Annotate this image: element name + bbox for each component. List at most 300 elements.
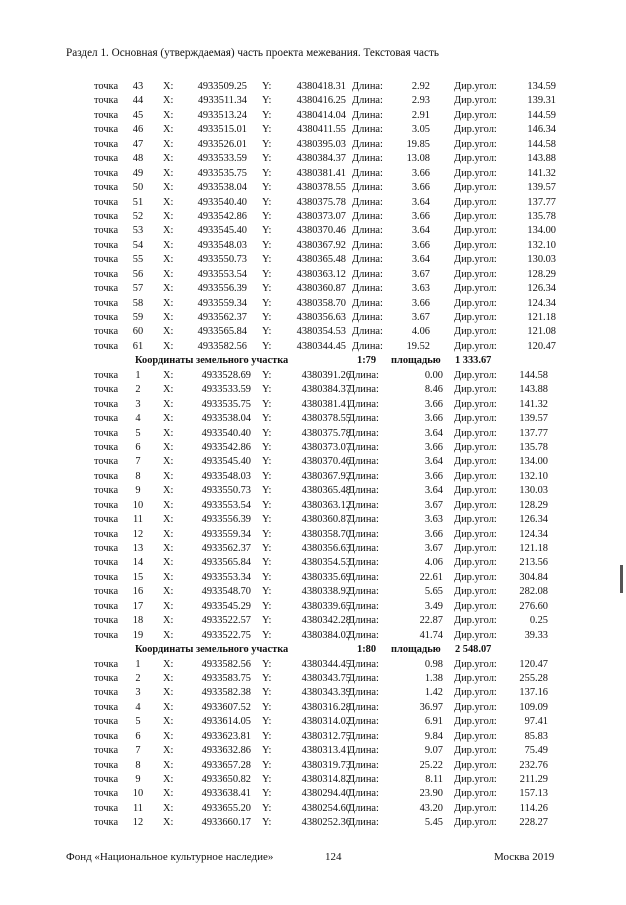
- dir-angle-value: 282.08: [519, 586, 548, 598]
- parcel-number: 1:80: [357, 644, 377, 656]
- y-coordinate: 4380335.69: [301, 571, 351, 583]
- dir-angle-label: Дир.угол:: [454, 788, 497, 800]
- dir-angle-label: Дир.угол:: [454, 687, 497, 699]
- x-coordinate: 4933550.73: [201, 485, 251, 497]
- point-number: 6: [135, 441, 141, 453]
- dir-angle-value: 109.09: [519, 701, 548, 713]
- table-row: [0, 542, 626, 556]
- dir-angle-label: Дир.угол:: [454, 802, 497, 814]
- length-label: Длина:: [352, 340, 383, 352]
- dir-angle-label: Дир.угол:: [454, 499, 497, 511]
- length-label: Длина:: [348, 528, 379, 540]
- length-value: 5.65: [424, 586, 443, 598]
- x-label: X:: [163, 326, 174, 338]
- dir-angle-value: 144.59: [527, 109, 556, 121]
- length-label: Длина:: [348, 600, 379, 612]
- x-label: X:: [163, 283, 174, 295]
- dir-angle-label: Дир.угол:: [454, 441, 497, 453]
- length-label: Длина:: [348, 470, 379, 482]
- point-label: точка: [94, 254, 119, 266]
- x-label: X:: [163, 441, 174, 453]
- length-label: Длина:: [352, 138, 383, 150]
- length-value: 13.08: [406, 153, 430, 165]
- dir-angle-value: 130.03: [527, 254, 556, 266]
- x-label: X:: [163, 239, 174, 251]
- point-label: точка: [94, 802, 119, 814]
- x-coordinate: 4933632.86: [201, 745, 251, 757]
- x-label: X:: [163, 759, 174, 771]
- point-label: точка: [94, 672, 119, 684]
- dir-angle-value: 144.58: [519, 369, 548, 381]
- y-label: Y:: [262, 153, 272, 165]
- length-value: 4.06: [424, 557, 443, 569]
- y-coordinate: 4380360.87: [296, 283, 346, 295]
- table-row: [0, 340, 626, 354]
- point-number: 10: [132, 499, 144, 511]
- dir-angle-value: 211.29: [519, 774, 548, 785]
- x-label: X:: [163, 615, 174, 627]
- dir-angle-label: Дир.угол:: [454, 153, 497, 165]
- length-label: Длина:: [348, 557, 379, 569]
- point-label: точка: [94, 109, 119, 121]
- y-coordinate: 4380373.07: [301, 441, 351, 453]
- length-label: Длина:: [348, 730, 379, 742]
- x-label: X:: [163, 312, 174, 323]
- point-label: точка: [94, 499, 119, 511]
- dir-angle-label: Дир.угол:: [454, 759, 497, 771]
- dir-angle-label: Дир.угол:: [454, 456, 497, 468]
- point-label: точка: [94, 759, 119, 771]
- point-number: 58: [132, 297, 144, 309]
- x-label: X:: [163, 701, 174, 713]
- point-number: 61: [132, 340, 144, 352]
- dir-angle-value: 97.41: [524, 716, 548, 728]
- y-coordinate: 4380365.48: [296, 254, 346, 266]
- length-value: 4.06: [411, 326, 430, 338]
- x-coordinate: 4933535.75: [201, 398, 251, 410]
- length-label: Длина:: [352, 182, 383, 194]
- x-label: X:: [163, 109, 174, 121]
- length-value: 0.98: [424, 658, 443, 670]
- length-value: 3.66: [411, 239, 430, 251]
- length-label: Длина:: [348, 716, 379, 728]
- length-value: 3.66: [411, 182, 430, 194]
- length-label: Длина:: [348, 514, 379, 526]
- table-row: [0, 802, 626, 816]
- point-number: 16: [132, 586, 144, 598]
- dir-angle-value: 134.00: [527, 225, 556, 237]
- length-value: 3.66: [411, 167, 430, 179]
- point-label: точка: [94, 369, 119, 381]
- y-coordinate: 4380358.70: [301, 528, 351, 540]
- dir-angle-label: Дир.угол:: [454, 340, 497, 352]
- length-label: Длина:: [352, 283, 383, 295]
- x-coordinate: 4933583.75: [201, 672, 251, 684]
- x-coordinate: 4933540.40: [197, 196, 247, 208]
- y-label: Y:: [262, 268, 272, 280]
- dir-angle-label: Дир.угол:: [454, 413, 497, 425]
- dir-angle-value: 121.18: [527, 312, 556, 323]
- y-coordinate: 4380367.92: [296, 239, 346, 251]
- length-value: 2.91: [411, 109, 430, 121]
- dir-angle-value: 139.57: [519, 413, 548, 425]
- table-row: [0, 701, 626, 715]
- dir-angle-label: Дир.угол:: [454, 629, 497, 641]
- y-coordinate: 4380343.75: [301, 672, 351, 684]
- dir-angle-value: 128.29: [527, 268, 556, 280]
- length-value: 23.90: [419, 788, 443, 800]
- dir-angle-label: Дир.угол:: [454, 268, 497, 280]
- y-coordinate: 4380343.39: [301, 687, 351, 699]
- table-row: [0, 167, 626, 181]
- point-label: точка: [94, 788, 119, 800]
- scan-edge-mark: [620, 565, 623, 593]
- length-label: Длина:: [348, 499, 379, 511]
- y-coordinate: 4380384.37: [301, 384, 351, 396]
- y-label: Y:: [262, 210, 272, 222]
- dir-angle-label: Дир.угол:: [454, 109, 497, 121]
- length-value: 3.63: [424, 514, 443, 526]
- x-coordinate: 4933515.01: [197, 124, 247, 136]
- y-coordinate: 4380378.55: [301, 413, 351, 425]
- y-coordinate: 4380319.73: [301, 759, 351, 771]
- dir-angle-value: 137.77: [527, 196, 556, 208]
- point-label: точка: [94, 153, 119, 165]
- point-number: 11: [132, 514, 143, 526]
- point-number: 13: [132, 543, 144, 554]
- dir-angle-label: Дир.угол:: [454, 369, 497, 381]
- length-value: 3.64: [411, 254, 430, 266]
- dir-angle-label: Дир.угол:: [454, 600, 497, 612]
- table-row: [0, 196, 626, 210]
- x-coordinate: 4933556.39: [197, 283, 247, 295]
- y-label: Y:: [262, 629, 272, 641]
- point-label: точка: [94, 543, 119, 554]
- x-label: X:: [163, 95, 174, 107]
- point-label: точка: [94, 600, 119, 612]
- x-coordinate: 4933556.39: [201, 514, 251, 526]
- dir-angle-value: 135.78: [519, 441, 548, 453]
- y-label: Y:: [262, 340, 272, 352]
- point-number: 10: [132, 788, 144, 800]
- point-label: точка: [94, 384, 119, 396]
- y-label: Y:: [262, 283, 272, 295]
- length-value: 43.20: [419, 802, 443, 814]
- y-coordinate: 4380411.55: [297, 124, 346, 136]
- y-coordinate: 4380363.12: [301, 499, 351, 511]
- dir-angle-label: Дир.угол:: [454, 326, 497, 338]
- y-label: Y:: [262, 788, 272, 800]
- dir-angle-label: Дир.угол:: [454, 528, 497, 540]
- x-coordinate: 4933553.54: [201, 499, 251, 511]
- point-label: точка: [94, 629, 119, 641]
- x-label: X:: [163, 81, 174, 92]
- x-coordinate: 4933565.84: [197, 326, 247, 338]
- x-coordinate: 4933657.28: [201, 759, 251, 771]
- table-row: [0, 658, 626, 672]
- point-number: 53: [132, 225, 144, 237]
- y-coordinate: 4380314.82: [301, 774, 351, 785]
- point-number: 9: [135, 485, 141, 497]
- point-label: точка: [94, 398, 119, 410]
- table-row: [0, 297, 626, 311]
- table-row: [0, 629, 626, 643]
- length-value: 22.61: [419, 571, 443, 583]
- length-value: 3.66: [411, 210, 430, 222]
- dir-angle-label: Дир.угол:: [454, 745, 497, 757]
- y-coordinate: 4380252.36: [301, 817, 351, 829]
- point-label: точка: [94, 774, 119, 785]
- length-label: Длина:: [348, 802, 379, 814]
- y-label: Y:: [262, 701, 272, 713]
- y-label: Y:: [262, 615, 272, 627]
- length-label: Длина:: [348, 441, 379, 453]
- x-label: X:: [163, 398, 174, 410]
- x-label: X:: [163, 384, 174, 396]
- length-value: 19.52: [406, 340, 430, 352]
- point-number: 59: [132, 312, 144, 323]
- length-label: Длина:: [348, 456, 379, 468]
- table-row: [0, 325, 626, 339]
- dir-angle-label: Дир.угол:: [454, 470, 497, 482]
- dir-angle-label: Дир.угол:: [454, 254, 497, 266]
- x-coordinate: 4933545.40: [197, 225, 247, 237]
- dir-angle-value: 304.84: [519, 571, 548, 583]
- point-number: 11: [132, 802, 143, 814]
- length-value: 36.97: [419, 701, 443, 713]
- section-title: Координаты земельного участка: [135, 355, 289, 367]
- point-label: точка: [94, 745, 119, 757]
- length-value: 3.49: [424, 600, 443, 612]
- length-value: 3.67: [411, 268, 430, 280]
- length-value: 3.67: [424, 543, 443, 554]
- length-value: 3.64: [424, 427, 443, 439]
- section-header: [0, 354, 626, 368]
- y-label: Y:: [262, 586, 272, 598]
- dir-angle-label: Дир.угол:: [454, 701, 497, 713]
- length-label: Длина:: [352, 81, 383, 92]
- y-coordinate: 4380344.45: [301, 658, 351, 670]
- point-number: 51: [132, 196, 144, 208]
- point-number: 12: [132, 528, 144, 540]
- dir-angle-value: 134.59: [527, 81, 556, 92]
- dir-angle-label: Дир.угол:: [454, 124, 497, 136]
- x-coordinate: 4933545.29: [201, 600, 251, 612]
- point-label: точка: [94, 297, 119, 309]
- length-value: 3.64: [411, 196, 430, 208]
- dir-angle-value: 124.34: [527, 297, 556, 309]
- dir-angle-label: Дир.угол:: [454, 427, 497, 439]
- length-label: Длина:: [352, 167, 383, 179]
- dir-angle-label: Дир.угол:: [454, 730, 497, 742]
- dir-angle-label: Дир.угол:: [454, 514, 497, 526]
- x-label: X:: [163, 427, 174, 439]
- point-number: 1: [135, 369, 141, 381]
- y-label: Y:: [262, 658, 272, 670]
- point-label: точка: [94, 571, 119, 583]
- length-label: Длина:: [352, 109, 383, 121]
- point-label: точка: [94, 167, 119, 179]
- point-label: точка: [94, 615, 119, 627]
- area-label: площадью: [391, 644, 441, 656]
- length-value: 3.64: [424, 485, 443, 497]
- x-coordinate: 4933623.81: [201, 730, 251, 742]
- point-number: 46: [132, 124, 144, 136]
- dir-angle-value: 144.58: [527, 138, 556, 150]
- x-label: X:: [163, 210, 174, 222]
- length-value: 8.11: [425, 774, 443, 785]
- point-label: точка: [94, 441, 119, 453]
- y-label: Y:: [262, 774, 272, 785]
- point-number: 5: [135, 716, 141, 728]
- x-label: X:: [163, 124, 174, 136]
- dir-angle-value: 121.18: [519, 543, 548, 554]
- point-number: 14: [132, 557, 144, 569]
- y-label: Y:: [262, 528, 272, 540]
- dir-angle-label: Дир.угол:: [454, 297, 497, 309]
- section-header: [0, 643, 626, 657]
- table-row: [0, 816, 626, 830]
- y-coordinate: 4380391.26: [301, 369, 351, 381]
- dir-angle-value: 143.88: [519, 384, 548, 396]
- point-label: точка: [94, 268, 119, 280]
- y-coordinate: 4380344.45: [296, 340, 346, 352]
- x-coordinate: 4933650.82: [201, 774, 251, 785]
- point-number: 18: [132, 615, 144, 627]
- table-row: [0, 94, 626, 108]
- x-coordinate: 4933538.04: [197, 182, 247, 194]
- y-label: Y:: [262, 384, 272, 396]
- y-coordinate: 4380365.48: [301, 485, 351, 497]
- length-value: 41.74: [419, 629, 443, 641]
- length-value: 1.42: [424, 687, 443, 699]
- dir-angle-label: Дир.угол:: [454, 716, 497, 728]
- table-row: [0, 427, 626, 441]
- y-label: Y:: [262, 297, 272, 309]
- dir-angle-value: 139.31: [527, 95, 556, 107]
- dir-angle-value: 137.77: [519, 427, 548, 439]
- length-label: Длина:: [352, 153, 383, 165]
- area-label: площадью: [391, 355, 441, 367]
- length-label: Длина:: [352, 312, 383, 323]
- point-number: 57: [132, 283, 144, 295]
- point-label: точка: [94, 138, 119, 150]
- dir-angle-value: 135.78: [527, 210, 556, 222]
- point-label: точка: [94, 427, 119, 439]
- length-value: 25.22: [419, 759, 443, 771]
- dir-angle-label: Дир.угол:: [454, 485, 497, 497]
- y-coordinate: 4380356.63: [301, 543, 351, 554]
- table-row: [0, 787, 626, 801]
- table-row: [0, 383, 626, 397]
- point-label: точка: [94, 817, 119, 829]
- x-coordinate: 4933565.84: [201, 557, 251, 569]
- point-label: точка: [94, 196, 119, 208]
- parcel-number: 1:79: [357, 355, 377, 367]
- dir-angle-label: Дир.угол:: [454, 586, 497, 598]
- length-value: 3.67: [411, 312, 430, 323]
- length-label: Длина:: [348, 817, 379, 829]
- x-coordinate: 4933545.40: [201, 456, 251, 468]
- x-label: X:: [163, 138, 174, 150]
- y-coordinate: 4380254.60: [301, 802, 351, 814]
- point-number: 8: [135, 759, 141, 771]
- dir-angle-value: 213.56: [519, 557, 548, 569]
- y-label: Y:: [262, 687, 272, 699]
- dir-angle-value: 276.60: [519, 600, 548, 612]
- dir-angle-value: 114.26: [519, 802, 548, 814]
- x-coordinate: 4933538.04: [201, 413, 251, 425]
- point-number: 6: [135, 730, 141, 742]
- table-row: [0, 571, 626, 585]
- y-coordinate: 4380312.75: [301, 730, 351, 742]
- table-row: [0, 152, 626, 166]
- point-number: 5: [135, 427, 141, 439]
- y-coordinate: 4380367.92: [301, 470, 351, 482]
- point-number: 44: [132, 95, 144, 107]
- point-label: точка: [94, 95, 119, 107]
- table-row: [0, 80, 626, 94]
- point-number: 45: [132, 109, 144, 121]
- y-coordinate: 4380373.07: [296, 210, 346, 222]
- x-label: X:: [163, 788, 174, 800]
- x-coordinate: 4933638.41: [201, 788, 251, 800]
- x-coordinate: 4933548.03: [201, 470, 251, 482]
- x-label: X:: [163, 586, 174, 598]
- length-value: 5.45: [424, 817, 443, 829]
- point-label: точка: [94, 225, 119, 237]
- dir-angle-label: Дир.угол:: [454, 384, 497, 396]
- point-label: точка: [94, 730, 119, 742]
- table-row: [0, 614, 626, 628]
- dir-angle-value: 132.10: [519, 470, 548, 482]
- point-number: 4: [135, 413, 141, 425]
- y-coordinate: 4380375.78: [296, 196, 346, 208]
- x-coordinate: 4933553.54: [197, 268, 247, 280]
- x-coordinate: 4933553.34: [201, 571, 251, 583]
- y-coordinate: 4380313.41: [301, 745, 351, 757]
- point-number: 7: [135, 745, 141, 757]
- table-row: [0, 730, 626, 744]
- y-label: Y:: [262, 441, 272, 453]
- y-coordinate: 4380378.55: [296, 182, 346, 194]
- dir-angle-value: 124.34: [519, 528, 548, 540]
- x-label: X:: [163, 456, 174, 468]
- y-coordinate: 4380384.37: [296, 153, 346, 165]
- dir-angle-label: Дир.угол:: [454, 398, 497, 410]
- length-label: Длина:: [352, 225, 383, 237]
- x-coordinate: 4933542.86: [201, 441, 251, 453]
- length-label: Длина:: [352, 326, 383, 338]
- length-label: Длина:: [348, 658, 379, 670]
- length-label: Длина:: [352, 124, 383, 136]
- dir-angle-label: Дир.угол:: [454, 210, 497, 222]
- y-coordinate: 4380354.53: [296, 326, 346, 338]
- point-label: точка: [94, 557, 119, 569]
- table-row: [0, 585, 626, 599]
- length-value: 2.92: [411, 81, 430, 92]
- x-label: X:: [163, 658, 174, 670]
- y-label: Y:: [262, 196, 272, 208]
- table-row: [0, 528, 626, 542]
- y-coordinate: 4380384.02: [301, 629, 351, 641]
- x-label: X:: [163, 571, 174, 583]
- point-number: 4: [135, 701, 141, 713]
- length-value: 22.87: [419, 615, 443, 627]
- x-coordinate: 4933535.75: [197, 167, 247, 179]
- y-coordinate: 4380416.25: [296, 95, 346, 107]
- length-label: Длина:: [352, 95, 383, 107]
